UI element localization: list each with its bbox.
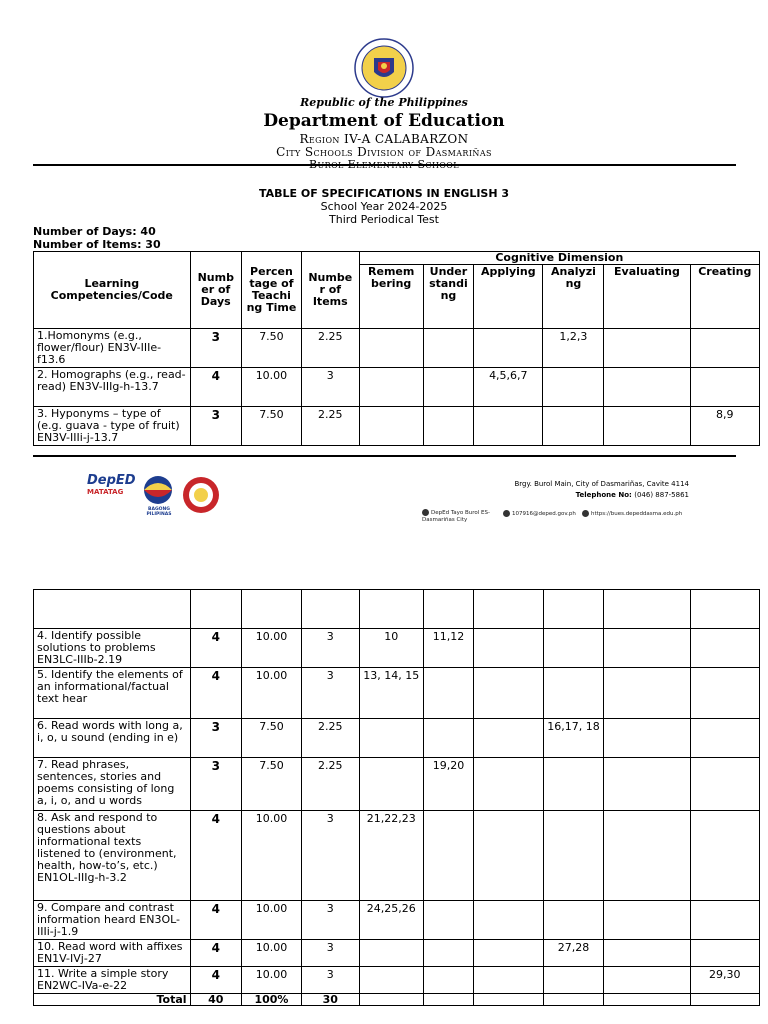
competency-cell: 7. Read phrases, sentences, stories and poems consisting of long a, i, o, and u words (34, 758, 191, 811)
days-cell: 3 (190, 329, 241, 368)
bagong-pilipinas-logo-icon (138, 474, 178, 510)
dimension-cell-ana (543, 407, 604, 446)
dimension-cell-app (474, 758, 543, 811)
deped-seal-icon (354, 38, 414, 98)
dimension-cell-app (474, 668, 543, 719)
dimension-cell-eva (604, 407, 690, 446)
competency-cell: 10. Read word with affixes EN1V-IVj-27 (34, 940, 191, 967)
school-year: School Year 2024-2025 (320, 200, 448, 213)
dimension-cell-cre (690, 901, 759, 940)
competency-cell: 8. Ask and respond to questions about informational texts listened to (environment, health, how-to’s, etc.) EN1OL-IIIg-h-3.2 (34, 811, 191, 901)
table-row (34, 901, 760, 940)
competency-cell: 6. Read words with long a, i, o, u sound (ending in e) (34, 719, 191, 758)
dimension-cell-app (474, 967, 543, 994)
percentage-cell: 10.00 (242, 811, 302, 901)
dimension-cell-und (423, 329, 473, 368)
dimension-cell-und (423, 407, 473, 446)
test-name: Third Periodical Test (329, 213, 439, 226)
dimension-cell-eva (604, 967, 690, 994)
blank-header-row (34, 590, 760, 629)
email-icon (503, 510, 510, 517)
dimension-cell-eva (604, 758, 690, 811)
table-row (34, 811, 760, 901)
facebook-text: DepEd Tayo Burol ES-Dasmariñas City (422, 510, 491, 523)
dimension-cell-eva (604, 368, 690, 407)
competency-cell: 3. Hyponyms – type of (e.g. guava - type of fruit) EN3V-IIIi-j-13.7 (34, 407, 191, 446)
specifications-table-page2 (33, 589, 760, 1006)
dimension-cell-ana (543, 967, 604, 994)
school-logo-icon (182, 476, 220, 514)
dimension-cell-ana: 1,2,3 (543, 329, 604, 368)
percentage-cell: 7.50 (242, 329, 302, 368)
table-row (34, 329, 760, 368)
table-body-page2 (34, 629, 760, 994)
department-name: Department of Education (263, 111, 505, 131)
items-cell: 3 (301, 811, 359, 901)
dimension-cell-und (423, 811, 473, 901)
dimension-cell-rem (359, 967, 423, 994)
dimension-cell-cre: 29,30 (690, 967, 759, 994)
header-days: Numb er of Days (190, 252, 241, 329)
table-row (34, 368, 760, 407)
items-cell: 3 (301, 629, 359, 668)
dimension-cell-cre: 8,9 (690, 407, 759, 446)
table-row (34, 758, 760, 811)
competency-cell: 9. Compare and contrast information heard EN3OL-IIIi-j-1.9 (34, 901, 191, 940)
dimension-cell-ana: 27,28 (543, 940, 604, 967)
percentage-cell: 10.00 (242, 967, 302, 994)
table-row (34, 940, 760, 967)
dimension-cell-app (474, 629, 543, 668)
dimension-cell-und (423, 940, 473, 967)
header-cognitive-dimension: Cognitive Dimension (359, 252, 759, 265)
header-applying: Applying (474, 265, 543, 329)
dimension-cell-eva (604, 940, 690, 967)
items-cell: 3 (301, 668, 359, 719)
dimension-cell-ana (543, 368, 604, 407)
header-understanding: Under standi ng (423, 265, 473, 329)
days-cell: 4 (190, 368, 241, 407)
dimension-cell-app (474, 811, 543, 901)
total-label: Total (34, 994, 191, 1006)
dimension-cell-rem: 21,22,23 (359, 811, 423, 901)
dimension-cell-und (423, 368, 473, 407)
items-cell: 2.25 (301, 758, 359, 811)
header-analyzing: Analyzi ng (543, 265, 604, 329)
header-remembering: Remem bering (359, 265, 423, 329)
header-competency: Learning Competencies/Code (34, 252, 191, 329)
dimension-cell-ana (543, 668, 604, 719)
dimension-cell-ana (543, 901, 604, 940)
dimension-cell-cre (690, 940, 759, 967)
percentage-cell: 10.00 (242, 668, 302, 719)
days-cell: 4 (190, 940, 241, 967)
dimension-cell-eva (604, 629, 690, 668)
dimension-cell-rem: 10 (359, 629, 423, 668)
table-row (34, 407, 760, 446)
telephone-number: (046) 887-5861 (634, 491, 689, 499)
header-items: Numbe r of Items (301, 252, 359, 329)
dimension-cell-eva (604, 329, 690, 368)
website-contact (582, 510, 692, 518)
percentage-cell: 7.50 (242, 758, 302, 811)
dimension-cell-cre (690, 811, 759, 901)
table-row (34, 967, 760, 994)
percentage-cell: 10.00 (242, 629, 302, 668)
dimension-cell-eva (604, 901, 690, 940)
dimension-cell-cre (690, 719, 759, 758)
deped-logo-text: DepED (87, 473, 136, 488)
days-cell: 4 (190, 967, 241, 994)
school-name: Burol Elementary School (309, 158, 459, 171)
dimension-cell-ana: 16,17, 18 (543, 719, 604, 758)
dimension-cell-rem: 13, 14, 15 (359, 668, 423, 719)
table-row (34, 719, 760, 758)
website-text: https://bues.depeddasma.edu.ph (591, 511, 683, 517)
dimension-cell-und: 19,20 (423, 758, 473, 811)
dimension-cell-app (474, 719, 543, 758)
dimension-cell-cre (690, 368, 759, 407)
dimension-cell-und (423, 967, 473, 994)
deped-matatag-logo (87, 473, 136, 514)
items-cell: 3 (301, 940, 359, 967)
region-name: Region IV-A CALABARZON (299, 132, 469, 146)
percentage-cell: 10.00 (242, 901, 302, 940)
items-cell: 3 (301, 967, 359, 994)
competency-cell: 1.Homonyms (e.g., flower/flour) EN3V-IIIe-f13.6 (34, 329, 191, 368)
republic-line: Republic of the Philippines (300, 96, 468, 109)
competency-cell: 2. Homographs (e.g., read-read) EN3V-IIIg-h-13.7 (34, 368, 191, 407)
dimension-cell-cre (690, 629, 759, 668)
dimension-cell-app (474, 901, 543, 940)
dimension-cell-rem (359, 329, 423, 368)
competency-cell: 5. Identify the elements of an informational/factual text hear (34, 668, 191, 719)
matatag-logo-text: MATATAG (87, 488, 124, 496)
dimension-cell-app: 4,5,6,7 (474, 368, 543, 407)
dimension-cell-ana (543, 629, 604, 668)
globe-icon (582, 510, 589, 517)
dimension-cell-rem (359, 368, 423, 407)
dimension-cell-cre (690, 758, 759, 811)
total-percentage: 100% (242, 994, 302, 1006)
dimension-cell-ana (543, 811, 604, 901)
dimension-cell-rem: 24,25,26 (359, 901, 423, 940)
table-row (34, 629, 760, 668)
items-cell: 2.25 (301, 719, 359, 758)
competency-cell: 4. Identify possible solutions to problems EN3LC-IIIb-2.19 (34, 629, 191, 668)
header-divider (33, 164, 736, 166)
dimension-cell-rem (359, 940, 423, 967)
days-cell: 3 (190, 758, 241, 811)
document-title: TABLE OF SPECIFICATIONS IN ENGLISH 3 (258, 187, 510, 200)
total-row (34, 994, 760, 1006)
dimension-cell-und (423, 719, 473, 758)
days-cell: 3 (190, 719, 241, 758)
header-percentage: Percen tage of Teachi ng Time (242, 252, 302, 329)
total-items: 30 (301, 994, 359, 1006)
dimension-cell-eva (604, 719, 690, 758)
number-of-days: Number of Days: 40 (33, 225, 156, 238)
dimension-cell-rem (359, 407, 423, 446)
dimension-cell-app (474, 940, 543, 967)
bagong-pilipinas-text: BAGONG PILIPINAS (146, 507, 172, 517)
total-days: 40 (190, 994, 241, 1006)
dimension-cell-eva (604, 668, 690, 719)
facebook-contact (422, 509, 502, 524)
specifications-table-page1 (33, 251, 760, 446)
days-cell: 4 (190, 668, 241, 719)
items-cell: 3 (301, 901, 359, 940)
percentage-cell: 7.50 (242, 407, 302, 446)
items-cell: 3 (301, 368, 359, 407)
dimension-cell-und (423, 901, 473, 940)
dimension-cell-rem (359, 758, 423, 811)
dimension-cell-und (423, 668, 473, 719)
table-row (34, 668, 760, 719)
header-creating: Creating (690, 265, 759, 329)
page1-footer-divider (33, 455, 736, 457)
percentage-cell: 10.00 (242, 368, 302, 407)
competency-cell: 11. Write a simple story EN2WC-IVa-e-22 (34, 967, 191, 994)
email-contact (503, 510, 583, 518)
header-evaluating: Evaluating (604, 265, 690, 329)
dimension-cell-und: 11,12 (423, 629, 473, 668)
dimension-cell-rem (359, 719, 423, 758)
days-cell: 4 (190, 629, 241, 668)
table-body-page1 (34, 329, 760, 446)
number-of-items: Number of Items: 30 (33, 238, 161, 251)
percentage-cell: 10.00 (242, 940, 302, 967)
dimension-cell-app (474, 329, 543, 368)
days-cell: 3 (190, 407, 241, 446)
dimension-cell-ana (543, 758, 604, 811)
items-cell: 2.25 (301, 407, 359, 446)
division-name: City Schools Division of Dasmariñas (276, 145, 492, 159)
days-cell: 4 (190, 901, 241, 940)
dimension-cell-app (474, 407, 543, 446)
dimension-cell-cre (690, 668, 759, 719)
dimension-cell-eva (604, 811, 690, 901)
email-text: 107916@deped.gov.ph (512, 511, 576, 517)
items-cell: 2.25 (301, 329, 359, 368)
school-address: Brgy. Burol Main, City of Dasmariñas, Cavite 4114 (514, 480, 689, 488)
telephone-label: Telephone No: (575, 491, 632, 499)
dimension-cell-cre (690, 329, 759, 368)
facebook-icon (422, 509, 429, 516)
telephone-line (420, 491, 689, 499)
percentage-cell: 7.50 (242, 719, 302, 758)
days-cell: 4 (190, 811, 241, 901)
